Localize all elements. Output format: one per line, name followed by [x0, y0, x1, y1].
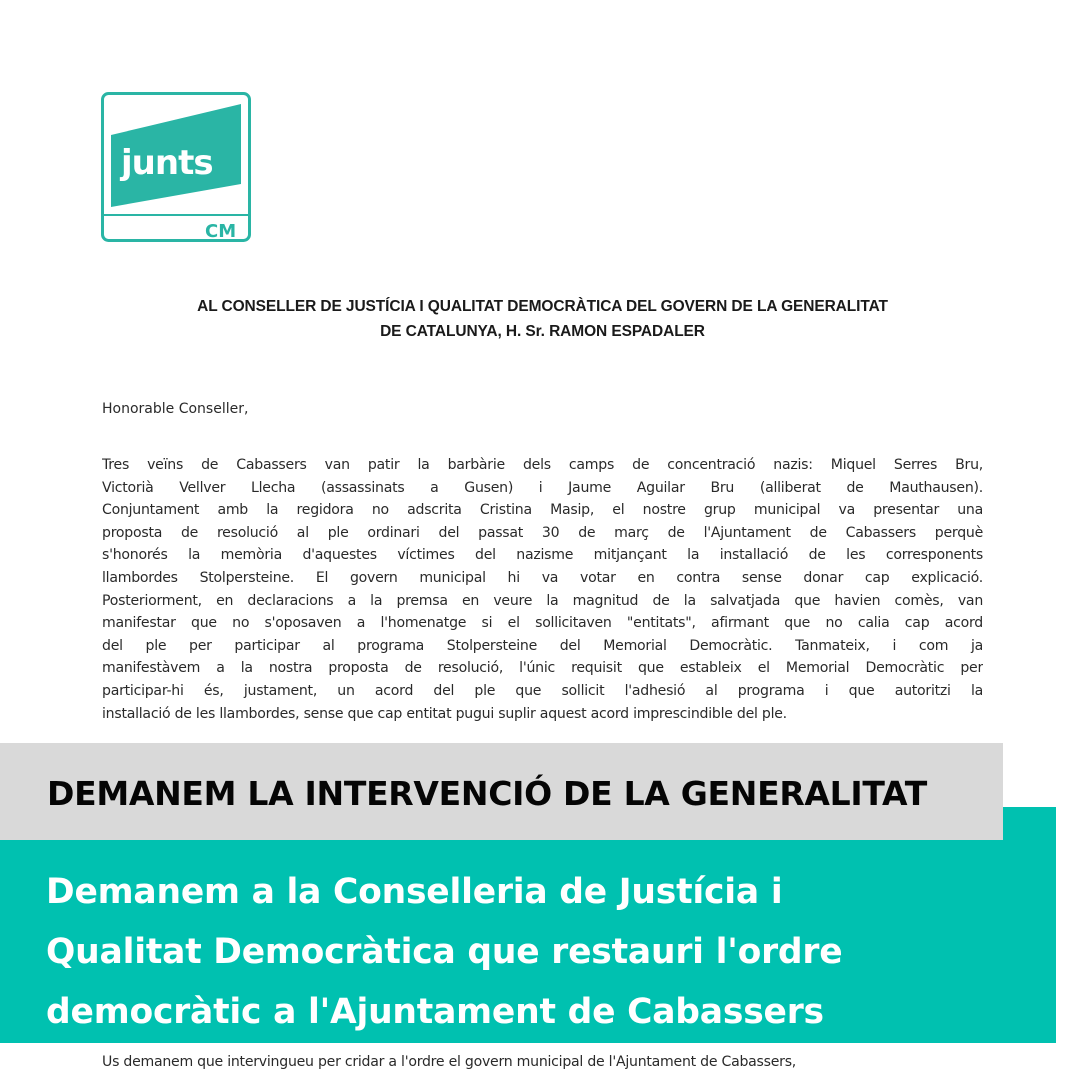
- svg-text:junts: junts: [121, 143, 213, 183]
- body-line: participar-hi és, justament, un acord del ple que sollicit l'adhesió al programa i que autoritzi la: [102, 682, 983, 699]
- body-line: installació de les llambordes, sense que cap entitat pugui suplir aquest acord imprescindible del ple.: [102, 705, 787, 722]
- callout-line: Demanem a la Conselleria de Justícia i: [46, 872, 783, 912]
- body-line: Tres veïns de Cabassers van patir la barbàrie dels camps de concentració nazis: Miquel Serres Bru,: [102, 457, 983, 473]
- body-line: manifestàvem a la nostra proposta de resolució, l'únic requisit que estableix el Memorial Democràtic per: [102, 660, 983, 677]
- callout-text: [46, 862, 1036, 1042]
- logo-mark-icon: [101, 92, 251, 242]
- body-line: manifestar que no s'oposaven a l'homenatge si el sollicitaven "entitats", afirmant que no calia cap acord: [102, 615, 983, 632]
- letter-body: [102, 454, 983, 746]
- body-line: Victorià Vellver Llecha (assassinats a Gusen) i Jaume Aguilar Bru (alliberat de Mauthausen).: [102, 479, 983, 496]
- heading-line: DE CATALUNYA, H. Sr. RAMON ESPADALER: [380, 323, 705, 340]
- salutation: Honorable Conseller,: [102, 401, 249, 417]
- letter-continuation: Us demanem que intervingueu per cridar a l'ordre el govern municipal de l'Ajuntament de Cabassers,: [102, 1054, 797, 1070]
- body-line: s'honorés la memòria d'aquestes víctimes del nazisme mitjançant la installació de les corresponents: [102, 547, 983, 564]
- junts-cm-logo: [101, 92, 251, 242]
- callout-line: Qualitat Democràtica que restauri l'ordre: [46, 932, 843, 972]
- body-line: Conjuntament amb la regidora no adscrita Cristina Masip, el nostre grup municipal va presentar una: [102, 502, 983, 519]
- heading-line: AL CONSELLER DE JUSTÍCIA I QUALITAT DEMOCRÀTICA DEL GOVERN DE LA GENERALITAT: [197, 298, 888, 315]
- body-line: llambordes Stolpersteine. El govern municipal hi va votar en contra sense donar cap explicació.: [102, 569, 983, 586]
- letter-addressee-heading: [95, 294, 990, 344]
- callout-line: democràtic a l'Ajuntament de Cabassers: [46, 992, 824, 1032]
- body-line: Posteriorment, en declaracions a la premsa en veure la magnitud de la salvatjada que havien comès, van: [102, 592, 983, 609]
- banner: [0, 743, 1003, 840]
- banner-title: DEMANEM LA INTERVENCIÓ DE LA GENERALITAT: [47, 774, 927, 813]
- svg-text:CM: CM: [205, 221, 237, 242]
- body-line: proposta de resolució al ple ordinari del passat 30 de març de l'Ajuntament de Cabassers perquè: [102, 524, 983, 541]
- body-line: del ple per participar al programa Stolpersteine del Memorial Democràtic. Tanmateix, i com ja: [102, 637, 983, 654]
